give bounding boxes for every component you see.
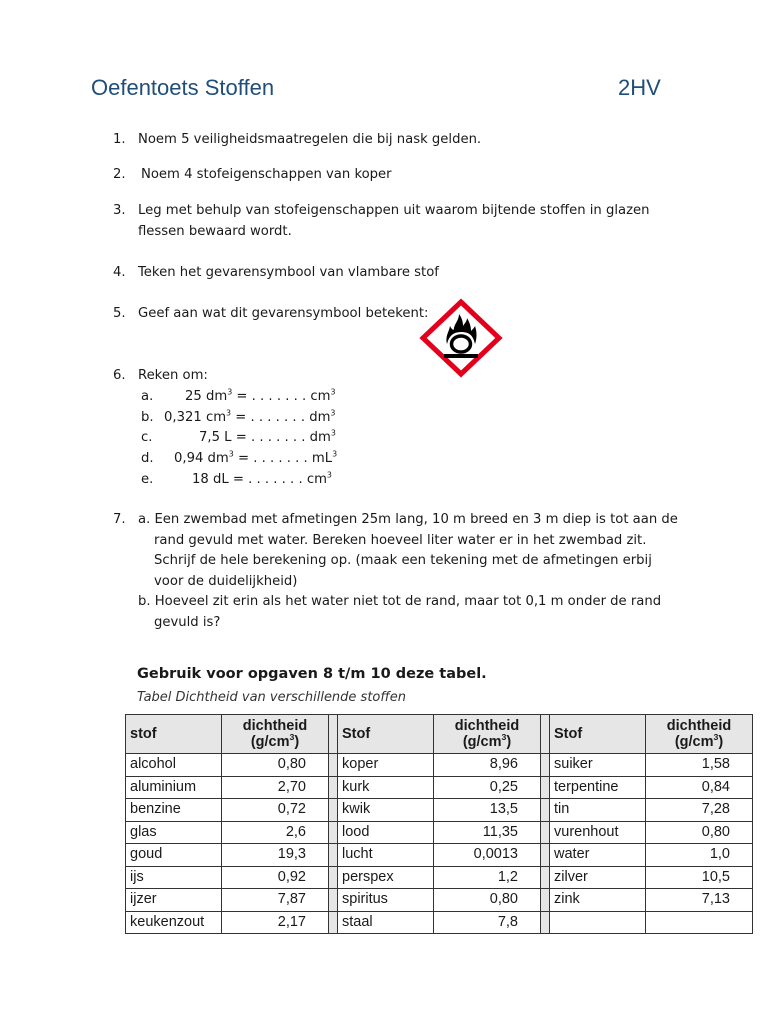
conversion-expression: 0,321 $cm^3$ = . . . . . . . $dm^3$ — [164, 408, 336, 425]
density-cell: 0,72 — [222, 799, 329, 822]
column-separator — [541, 911, 550, 934]
table-row — [126, 866, 753, 889]
conversion-label: d. — [141, 451, 154, 467]
header-substance: Stof — [550, 715, 646, 754]
column-separator — [329, 715, 338, 754]
table-row — [126, 821, 753, 844]
substance-cell: water — [550, 844, 646, 867]
question-text: Leg met behulp van stofeigenschappen uit waarom bijtende stoffen in glazen flessen bewaard wordt. — [138, 203, 650, 239]
density-cell: 19,3 — [222, 844, 329, 867]
density-cell — [646, 911, 753, 934]
table-row — [126, 889, 753, 912]
substance-cell: benzine — [126, 799, 222, 822]
header-substance: stof — [126, 715, 222, 754]
table-caption: Tabel Dichtheid van verschillende stoffen — [137, 690, 407, 705]
substance-cell: zilver — [550, 866, 646, 889]
substance-cell: suiker — [550, 754, 646, 777]
question-number: 7. — [113, 512, 126, 527]
table-heading: Gebruik voor opgaven 8 t/m 10 deze tabel. — [137, 666, 487, 682]
question-text: Teken het gevarensymbool van vlambare stof — [138, 265, 439, 280]
table-row — [126, 754, 753, 777]
substance-cell: alcohol — [126, 754, 222, 777]
conversion-label: a. — [141, 389, 154, 404]
column-separator — [541, 866, 550, 889]
conversion-expression: 18 dL = . . . . . . . $cm^3$ — [192, 470, 332, 487]
substance-cell: ijs — [126, 866, 222, 889]
column-separator — [329, 776, 338, 799]
substance-cell: vurenhout — [550, 821, 646, 844]
conversion-label: e. — [141, 471, 154, 487]
header-density: dichtheid $(g/cm^3)$ — [222, 715, 329, 754]
page-title: Oefentoets Stoffen — [91, 75, 275, 100]
question-number: 5. — [113, 306, 126, 321]
question-number: 3. — [113, 203, 126, 218]
conversion-expression: 25 $dm^3$ = . . . . . . . $cm^3$ — [185, 387, 336, 404]
density-cell: 10,5 — [646, 866, 753, 889]
column-separator — [541, 754, 550, 777]
substance-cell: kurk — [338, 776, 434, 799]
density-cell: 0,92 — [222, 866, 329, 889]
substance-cell: aluminium — [126, 776, 222, 799]
density-cell: 1,2 — [434, 866, 541, 889]
density-cell: 0,25 — [434, 776, 541, 799]
density-cell: 0,80 — [434, 889, 541, 912]
question-7b-text: b. Hoeveel zit erin als het water niet tot de rand, maar tot 0,1 m onder de rand gevuld is? — [138, 594, 662, 630]
question-number: 1. — [113, 132, 126, 147]
column-separator — [541, 799, 550, 822]
column-separator — [329, 866, 338, 889]
substance-cell: goud — [126, 844, 222, 867]
density-cell: 8,96 — [434, 754, 541, 777]
column-separator — [541, 889, 550, 912]
density-cell: 13,5 — [434, 799, 541, 822]
table-row — [126, 844, 753, 867]
density-cell: 7,13 — [646, 889, 753, 912]
substance-cell: glas — [126, 821, 222, 844]
density-cell: 0,0013 — [434, 844, 541, 867]
density-cell: 1,58 — [646, 754, 753, 777]
table-row — [126, 799, 753, 822]
table-header-row — [126, 715, 753, 754]
density-table — [125, 714, 753, 934]
column-separator — [329, 799, 338, 822]
density-cell: 0,84 — [646, 776, 753, 799]
conversion-expression: 7,5 L = . . . . . . . $dm^3$ — [199, 429, 336, 446]
density-cell: 7,8 — [434, 911, 541, 934]
column-separator — [329, 844, 338, 867]
column-separator — [329, 911, 338, 934]
substance-cell: spiritus — [338, 889, 434, 912]
conversion-label: c. — [141, 430, 153, 446]
density-cell: 0,80 — [646, 821, 753, 844]
conversion-label: b. — [141, 409, 154, 425]
question-text: Noem 4 stofeigenschappen van koper — [141, 167, 392, 182]
question-text: Geef aan wat dit gevarensymbool betekent: — [138, 306, 429, 321]
question-text: Noem 5 veiligheidsmaatregelen die bij nask gelden. — [138, 132, 482, 147]
substance-cell: tin — [550, 799, 646, 822]
column-separator — [541, 844, 550, 867]
question-number: 4. — [113, 265, 126, 280]
substance-cell: koper — [338, 754, 434, 777]
table-row — [126, 911, 753, 934]
column-separator — [541, 776, 550, 799]
column-separator — [329, 821, 338, 844]
conversion-expression: 0,94 $dm^3$ = . . . . . . . $mL^3$ — [174, 449, 338, 467]
density-cell: 11,35 — [434, 821, 541, 844]
substance-cell: terpentine — [550, 776, 646, 799]
question-number: 6. — [113, 368, 126, 383]
class-label: 2HV — [618, 75, 661, 100]
substance-cell: perspex — [338, 866, 434, 889]
header-density: dichtheid $(g/cm^3)$ — [434, 715, 541, 754]
table-row — [126, 776, 753, 799]
question-text: Reken om: — [138, 368, 208, 383]
substance-cell: keukenzout — [126, 911, 222, 934]
header-substance: Stof — [338, 715, 434, 754]
column-separator — [329, 754, 338, 777]
density-cell: 1,0 — [646, 844, 753, 867]
header-density: dichtheid $(g/cm^3)$ — [646, 715, 753, 754]
substance-cell: lucht — [338, 844, 434, 867]
density-cell: 7,87 — [222, 889, 329, 912]
question-number: 2. — [113, 167, 126, 182]
column-separator — [541, 715, 550, 754]
density-cell: 7,28 — [646, 799, 753, 822]
substance-cell: staal — [338, 911, 434, 934]
substance-cell: zink — [550, 889, 646, 912]
substance-cell — [550, 911, 646, 934]
question-7a-text: a. Een zwembad met afmetingen 25m lang, 10 m breed en 3 m diep is tot aan de rand gevuld met water. Bereken hoeveel liter water er in het zwembad zit. Schrijf de hele berekening op. (maak een tekening met de afmetingen erbij voor de duidelijkheid) — [138, 512, 678, 589]
density-cell: 0,80 — [222, 754, 329, 777]
density-cell: 2,17 — [222, 911, 329, 934]
column-separator — [329, 889, 338, 912]
density-cell: 2,70 — [222, 776, 329, 799]
density-cell: 2,6 — [222, 821, 329, 844]
substance-cell: ijzer — [126, 889, 222, 912]
column-separator — [541, 821, 550, 844]
substance-cell: lood — [338, 821, 434, 844]
substance-cell: kwik — [338, 799, 434, 822]
